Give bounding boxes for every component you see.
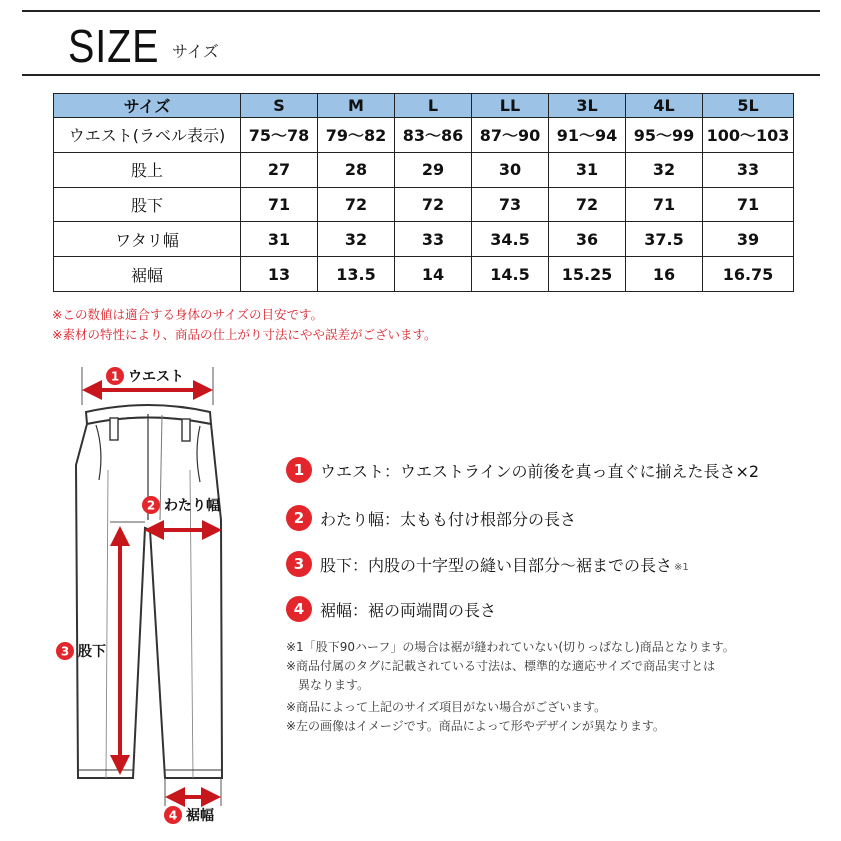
size-table [53,93,794,292]
column-header: 3L [549,94,626,118]
column-header: 4L [626,94,703,118]
table-cell: 37.5 [626,222,703,257]
table-row [54,152,794,187]
row-header: 股上 [54,152,241,187]
footnote: ※1「股下90ハーフ」の場合は裾が縫われていない(切りっぱなし)商品となります。 [286,640,735,654]
footnote-ref: ※1 [674,561,689,573]
explanation-text: 裾幅：裾の両端間の長さ [320,600,497,620]
table-cell: 95〜99 [626,118,703,153]
pants-measurement-diagram [40,355,260,835]
table-cell: 16 [626,257,703,292]
table-cell: 100〜103 [703,118,794,153]
number-badge-2: 2 [286,505,312,531]
table-cell: 14.5 [472,257,549,292]
column-header: M [318,94,395,118]
explanation-item [286,503,576,533]
column-header: LL [472,94,549,118]
table-cell: 75〜78 [241,118,318,153]
row-header: ワタリ幅 [54,222,241,257]
table-cell: 31 [241,222,318,257]
footnote: ※商品によって上記のサイズ項目がない場合がございます。 [286,700,607,714]
explanation-item [286,549,689,579]
waist-label: ウエスト [128,369,184,385]
table-cell: 34.5 [472,222,549,257]
table-row [54,222,794,257]
inseam-label: 股下 [78,644,106,660]
top-rule [22,10,820,12]
hem-label: 裾幅 [186,808,214,824]
table-cell: 72 [549,187,626,222]
header-rule [22,74,820,76]
table-cell: 72 [395,187,472,222]
table-cell: 13.5 [318,257,395,292]
table-cell: 32 [318,222,395,257]
table-cell: 33 [395,222,472,257]
column-header: S [241,94,318,118]
table-cell: 28 [318,152,395,187]
table-cell: 91〜94 [549,118,626,153]
explanation-text: ウエスト：ウエストラインの前後を真っ直ぐに揃えた長さ×2 [320,461,760,481]
badge-number: 2 [146,498,156,513]
hem-measure [164,778,221,824]
size-note: ※この数値は適合する身体のサイズの目安です。 [52,307,323,322]
table-cell: 73 [472,187,549,222]
badge-number: 1 [110,369,120,384]
table-cell: 71 [626,187,703,222]
table-cell: 13 [241,257,318,292]
table-cell: 32 [626,152,703,187]
page-title: SIZE [68,20,160,72]
table-cell: 79〜82 [318,118,395,153]
explanation-text: わたり幅：太もも付け根部分の長さ [320,509,577,529]
table-cell: 71 [703,187,794,222]
table-cell: 39 [703,222,794,257]
badge-number: 4 [168,808,178,823]
badge-number: 3 [60,644,70,659]
footnote: ※左の画像はイメージです。商品によって形やデザインが異なります。 [286,719,665,733]
column-header: 5L [703,94,794,118]
explanation-item [286,594,496,624]
footnote: ※商品付属のタグに記載されている寸法は、標準的な適応サイズで商品実寸とは [286,659,716,673]
table-cell: 33 [703,152,794,187]
explanation-item [286,455,759,485]
explanation-text: 股下：内股の十字型の縫い目部分〜裾までの長さ [320,555,673,575]
table-cell: 14 [395,257,472,292]
table-row [54,118,794,153]
table-cell: 83〜86 [395,118,472,153]
table-cell: 72 [318,187,395,222]
table-header-row [54,94,794,118]
table-cell: 36 [549,222,626,257]
pants-outline [76,405,222,778]
row-header: 裾幅 [54,257,241,292]
table-cell: 31 [549,152,626,187]
number-badge-1: 1 [286,457,312,483]
waist-measure [82,367,213,405]
table-row [54,187,794,222]
table-cell: 27 [241,152,318,187]
table-cell: 87〜90 [472,118,549,153]
table-cell: 16.75 [703,257,794,292]
number-badge-3: 3 [286,551,312,577]
number-badge-4: 4 [286,596,312,622]
table-cell: 29 [395,152,472,187]
thigh-label: わたり幅 [164,498,220,514]
row-header: ウエスト(ラベル表示) [54,118,241,153]
table-row [54,257,794,292]
column-header: L [395,94,472,118]
table-cell: 71 [241,187,318,222]
footnote: 異なります。 [286,678,370,692]
table-cell: 30 [472,152,549,187]
row-header: 股下 [54,187,241,222]
table-cell: 15.25 [549,257,626,292]
page-subtitle: サイズ [172,42,219,61]
column-header: サイズ [54,94,241,118]
material-note: ※素材の特性により、商品の仕上がり寸法にやや誤差がございます。 [52,327,437,342]
